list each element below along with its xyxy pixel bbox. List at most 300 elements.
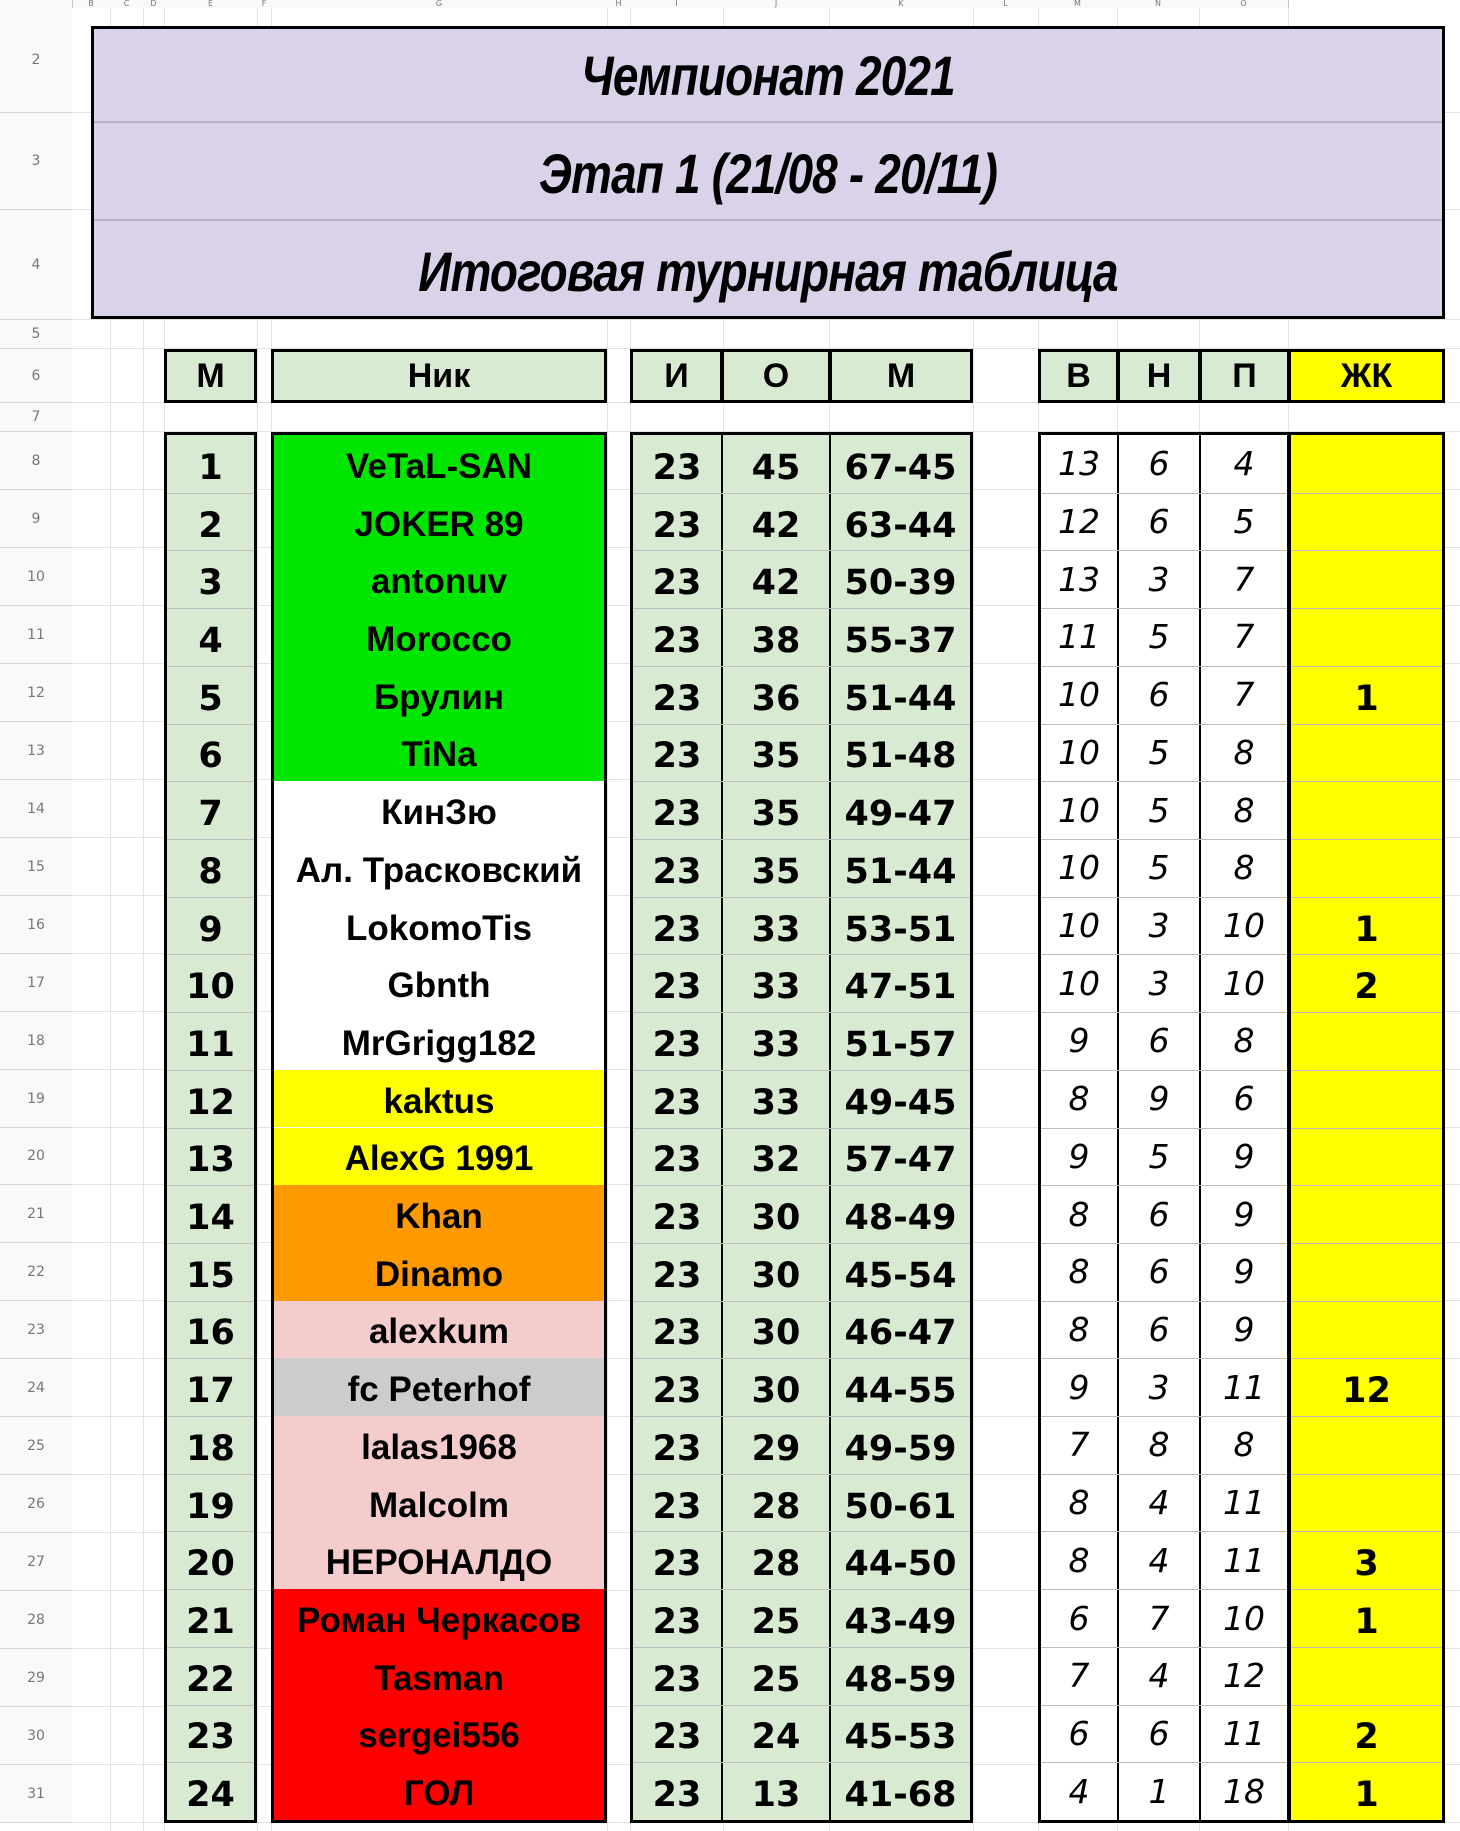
games-cell[interactable]: 23	[652, 1371, 702, 1412]
yellow-cards-cell[interactable]	[1291, 1301, 1442, 1359]
yellow-cards-cell[interactable]	[1291, 1474, 1442, 1532]
games-cell[interactable]: 23	[652, 1775, 702, 1816]
row-divider	[1291, 1070, 1442, 1071]
row-divider	[1291, 954, 1442, 955]
games-cell[interactable]: 23	[652, 1602, 702, 1642]
goals-cell[interactable]: 45-53	[844, 1717, 957, 1758]
losses-cell[interactable]: 8	[1233, 1425, 1255, 1465]
games-cell[interactable]: 23	[652, 1486, 702, 1527]
place-cell[interactable]: 3	[198, 563, 223, 604]
row-divider	[1041, 954, 1287, 955]
column-header[interactable]: B	[72, 0, 111, 8]
losses-cell[interactable]: 8	[1233, 1021, 1255, 1061]
header-goals[interactable]: М	[829, 349, 973, 403]
nick-cell[interactable]: antonuv	[274, 550, 604, 608]
row-divider	[1041, 1012, 1287, 1013]
place-cell[interactable]: 9	[198, 909, 223, 950]
goals-cell[interactable]: 51-44	[844, 851, 957, 892]
wins-cell[interactable]: 7	[1068, 1656, 1090, 1696]
wins-cell[interactable]: 10	[1058, 848, 1100, 888]
row-divider	[1041, 666, 1287, 667]
wins-cell[interactable]: 8	[1068, 1540, 1090, 1580]
header-yellow-cards[interactable]: ЖК	[1288, 349, 1445, 403]
games-cell[interactable]: 23	[652, 1255, 702, 1296]
yellow-cards-cell[interactable]	[1291, 1012, 1442, 1070]
wins-cell[interactable]: 9	[1068, 1021, 1090, 1061]
column-header[interactable]: L	[973, 0, 1039, 8]
place-cell[interactable]: 4	[198, 620, 223, 661]
points-cell[interactable]: 42	[751, 505, 801, 546]
games-cell[interactable]: 23	[652, 1659, 702, 1700]
nick-cell[interactable]: AlexG 1991	[274, 1128, 604, 1186]
row-divider	[1041, 550, 1287, 551]
nick-cell[interactable]: kaktus	[274, 1070, 604, 1128]
place-cell[interactable]: 11	[186, 1024, 235, 1065]
header-draws[interactable]: Н	[1117, 349, 1201, 403]
header-place[interactable]: М	[164, 349, 257, 403]
draws-cell[interactable]: 8	[1148, 1425, 1170, 1465]
games-cell[interactable]: 23	[652, 1140, 702, 1181]
header-nick[interactable]: Ник	[271, 349, 607, 403]
games-cell[interactable]: 23	[652, 967, 702, 1008]
losses-cell[interactable]: 10	[1223, 1598, 1265, 1638]
losses-cell[interactable]: 6	[1233, 1079, 1255, 1119]
place-cell[interactable]: 24	[186, 1775, 235, 1816]
yellow-cards-cell[interactable]	[1291, 1647, 1442, 1705]
nick-cell[interactable]: Malcolm	[274, 1474, 604, 1532]
yellow-cards-cell[interactable]: 1	[1354, 909, 1379, 950]
nick-cell[interactable]: НЕРОНАЛДО	[274, 1531, 604, 1589]
row-divider	[1291, 839, 1442, 840]
points-cell[interactable]: 35	[751, 736, 801, 777]
nick-cell[interactable]: Роман Черкасов	[274, 1589, 604, 1647]
place-cell[interactable]: 20	[186, 1544, 235, 1585]
row-header[interactable]: 4	[0, 210, 72, 320]
points-cell[interactable]: 28	[751, 1486, 801, 1527]
place-cell[interactable]: 14	[186, 1198, 235, 1239]
games-cell[interactable]: 23	[652, 1428, 702, 1469]
losses-cell[interactable]: 9	[1233, 1136, 1255, 1176]
row-header[interactable]: 15	[0, 838, 72, 896]
draws-cell[interactable]: 6	[1148, 502, 1170, 542]
row-divider	[167, 1705, 254, 1706]
row-header[interactable]: 13	[0, 722, 72, 780]
losses-cell[interactable]: 9	[1233, 1194, 1255, 1234]
draws-cell[interactable]: 4	[1148, 1483, 1170, 1523]
row-header[interactable]: 29	[0, 1649, 72, 1707]
draws-cell[interactable]: 5	[1148, 732, 1170, 772]
goals-cell[interactable]: 49-59	[844, 1428, 957, 1469]
wins-cell[interactable]: 13	[1058, 444, 1100, 484]
nick-cell[interactable]: Gbnth	[274, 954, 604, 1012]
nick-cell[interactable]: VeTaL-SAN	[274, 435, 604, 493]
row-divider	[633, 666, 970, 667]
games-cell[interactable]: 23	[652, 1313, 702, 1354]
place-cell[interactable]: 13	[186, 1140, 235, 1181]
row-divider	[1291, 608, 1442, 609]
place-cell[interactable]: 21	[186, 1602, 235, 1642]
draws-cell[interactable]: 4	[1148, 1656, 1170, 1696]
draws-cell[interactable]: 5	[1148, 617, 1170, 657]
column-header[interactable]: E	[164, 0, 258, 8]
points-cell[interactable]: 33	[751, 1082, 801, 1123]
games-cell[interactable]: 23	[652, 909, 702, 950]
place-cell[interactable]: 2	[198, 505, 223, 546]
place-cell[interactable]: 8	[198, 851, 223, 892]
losses-cell[interactable]: 10	[1223, 906, 1265, 945]
points-cell[interactable]: 45	[751, 447, 801, 488]
place-cell[interactable]: 23	[186, 1717, 235, 1758]
row-divider	[633, 1301, 970, 1302]
row-header[interactable]: 19	[0, 1070, 72, 1128]
row-header[interactable]: 24	[0, 1359, 72, 1417]
row-divider	[1041, 1185, 1287, 1186]
goals-cell[interactable]: 46-47	[844, 1313, 957, 1354]
goals-cell[interactable]: 50-61	[844, 1486, 957, 1527]
wins-cell[interactable]: 6	[1068, 1598, 1090, 1638]
draws-cell[interactable]: 5	[1148, 848, 1170, 888]
draws-cell[interactable]: 3	[1148, 906, 1170, 945]
losses-cell[interactable]: 9	[1233, 1252, 1255, 1292]
games-cell[interactable]: 23	[652, 851, 702, 892]
goals-cell[interactable]: 63-44	[844, 505, 957, 546]
title-block[interactable]	[91, 26, 1445, 319]
row-header[interactable]: 9	[0, 490, 72, 548]
points-cell[interactable]: 30	[751, 1255, 801, 1296]
yellow-cards-cell[interactable]	[1291, 781, 1442, 839]
row-divider	[167, 724, 254, 725]
place-cell[interactable]: 22	[186, 1659, 235, 1700]
row-header[interactable]: 16	[0, 896, 72, 954]
wins-cell[interactable]: 10	[1058, 732, 1100, 772]
points-cell[interactable]: 33	[751, 1024, 801, 1065]
yellow-cards-cell[interactable]	[1291, 724, 1442, 782]
column-header[interactable]: J	[723, 0, 830, 8]
wins-cell[interactable]: 6	[1068, 1713, 1090, 1753]
losses-cell[interactable]: 11	[1223, 1483, 1265, 1523]
place-cell[interactable]: 1	[198, 447, 223, 488]
yellow-cards-cell[interactable]: 12	[1342, 1371, 1391, 1412]
row-divider	[167, 550, 254, 551]
losses-cell[interactable]: 11	[1223, 1367, 1265, 1407]
yellow-cards-cell[interactable]	[1291, 839, 1442, 897]
games-cell[interactable]: 23	[652, 505, 702, 546]
yellow-cards-cell[interactable]: 2	[1354, 1717, 1379, 1758]
losses-cell[interactable]: 10	[1223, 963, 1265, 1003]
points-cell[interactable]: 33	[751, 967, 801, 1008]
games-cell[interactable]: 23	[652, 1082, 702, 1123]
losses-cell[interactable]: 18	[1223, 1771, 1265, 1811]
select-all-corner[interactable]	[0, 0, 73, 8]
row-header[interactable]: 22	[0, 1243, 72, 1301]
losses-cell[interactable]: 12	[1223, 1656, 1265, 1696]
row-header[interactable]: 31	[0, 1765, 72, 1823]
row-header[interactable]: 25	[0, 1417, 72, 1475]
row-divider	[1041, 724, 1287, 725]
place-cell[interactable]: 12	[186, 1082, 235, 1123]
goals-cell[interactable]: 45-54	[844, 1255, 957, 1296]
points-cell[interactable]: 24	[751, 1717, 801, 1758]
yellow-cards-cell[interactable]	[1291, 550, 1442, 608]
column-header[interactable]: F	[257, 0, 272, 8]
row-header[interactable]: 26	[0, 1475, 72, 1533]
goals-cell[interactable]: 49-45	[844, 1082, 957, 1123]
nick-cell[interactable]: JOKER 89	[274, 493, 604, 551]
wins-cell[interactable]: 8	[1068, 1483, 1090, 1523]
losses-cell[interactable]: 7	[1233, 559, 1255, 599]
yellow-cards-cell[interactable]: 1	[1354, 1602, 1379, 1642]
points-cell[interactable]: 38	[751, 620, 801, 661]
nick-cell[interactable]: КинЗю	[274, 781, 604, 839]
wins-cell[interactable]: 10	[1058, 963, 1100, 1003]
nick-cell[interactable]: TiNa	[274, 724, 604, 782]
row-header[interactable]: 21	[0, 1185, 72, 1243]
yellow-cards-cell[interactable]	[1291, 1185, 1442, 1243]
place-cell[interactable]: 18	[186, 1428, 235, 1469]
games-cell[interactable]: 23	[652, 447, 702, 488]
wins-cell[interactable]: 9	[1068, 1136, 1090, 1176]
yellow-cards-cell[interactable]	[1291, 1070, 1442, 1128]
header-games[interactable]: И	[630, 349, 723, 403]
points-cell[interactable]: 13	[751, 1775, 801, 1816]
goals-cell[interactable]: 49-47	[844, 794, 957, 835]
goals-cell[interactable]: 48-49	[844, 1198, 957, 1239]
games-cell[interactable]: 23	[652, 1544, 702, 1585]
goals-cell[interactable]: 44-55	[844, 1371, 957, 1412]
header-losses[interactable]: П	[1199, 349, 1290, 403]
row-header[interactable]: 20	[0, 1128, 72, 1185]
draws-cell[interactable]: 6	[1148, 1021, 1170, 1061]
header-points[interactable]: О	[721, 349, 831, 403]
place-cell[interactable]: 19	[186, 1486, 235, 1527]
goals-cell[interactable]: 44-50	[844, 1544, 957, 1585]
points-cell[interactable]: 30	[751, 1198, 801, 1239]
row-header[interactable]: 30	[0, 1707, 72, 1765]
games-cell[interactable]: 23	[652, 736, 702, 777]
row-header[interactable]: 2	[0, 8, 72, 113]
losses-cell[interactable]: 11	[1223, 1713, 1265, 1753]
row-header[interactable]: 28	[0, 1591, 72, 1649]
nick-cell[interactable]: Брулин	[274, 666, 604, 724]
wins-cell[interactable]: 13	[1058, 559, 1100, 599]
goals-cell[interactable]: 53-51	[844, 909, 957, 950]
row-header[interactable]: 14	[0, 780, 72, 838]
row-divider	[633, 1185, 970, 1186]
wins-cell[interactable]: 8	[1068, 1079, 1090, 1119]
nick-cell[interactable]: fc Peterhof	[274, 1358, 604, 1416]
games-cell[interactable]: 23	[652, 794, 702, 835]
draws-cell[interactable]: 9	[1148, 1079, 1170, 1119]
row-divider	[167, 897, 254, 898]
row-divider	[167, 493, 254, 494]
column-header[interactable]: M	[1038, 0, 1118, 8]
draws-cell[interactable]: 5	[1148, 1136, 1170, 1176]
points-cell[interactable]: 30	[751, 1371, 801, 1412]
draws-cell[interactable]: 5	[1148, 790, 1170, 830]
draws-cell[interactable]: 4	[1148, 1540, 1170, 1580]
goals-cell[interactable]: 50-39	[844, 563, 957, 604]
place-cell[interactable]: 16	[186, 1313, 235, 1354]
wins-cell[interactable]: 10	[1058, 906, 1100, 945]
games-cell[interactable]: 23	[652, 1717, 702, 1758]
nick-cell[interactable]: Morocco	[274, 608, 604, 666]
column-header[interactable]: H	[607, 0, 631, 8]
yellow-cards-cell[interactable]	[1291, 1128, 1442, 1186]
goals-cell[interactable]: 47-51	[844, 967, 957, 1008]
yellow-cards-cell[interactable]: 3	[1354, 1544, 1379, 1585]
losses-cell[interactable]: 8	[1233, 790, 1255, 830]
draws-cell[interactable]: 6	[1148, 675, 1170, 715]
row-divider	[1291, 666, 1442, 667]
points-cell[interactable]: 30	[751, 1313, 801, 1354]
nick-cell[interactable]: sergei556	[274, 1705, 604, 1763]
draws-cell[interactable]: 3	[1148, 1367, 1170, 1407]
place-cell[interactable]: 10	[186, 967, 235, 1008]
row-divider	[633, 954, 970, 955]
row-divider	[1291, 1647, 1442, 1648]
place-cell[interactable]: 7	[198, 794, 223, 835]
points-cell[interactable]: 33	[751, 909, 801, 950]
header-wins[interactable]: В	[1038, 349, 1119, 403]
games-cell[interactable]: 23	[652, 1198, 702, 1239]
draws-cell[interactable]: 1	[1148, 1771, 1170, 1811]
nick-cell[interactable]: Ал. Трасковский	[274, 839, 604, 897]
draws-cell[interactable]: 6	[1148, 1252, 1170, 1292]
row-header[interactable]: 10	[0, 548, 72, 606]
nick-cell[interactable]: Khan	[274, 1185, 604, 1243]
losses-cell[interactable]: 5	[1233, 502, 1255, 542]
yellow-cards-cell[interactable]	[1291, 493, 1442, 551]
column-header[interactable]: N	[1117, 0, 1200, 8]
points-cell[interactable]: 25	[751, 1602, 801, 1642]
draws-cell[interactable]: 7	[1148, 1598, 1170, 1638]
wins-cell[interactable]: 10	[1058, 790, 1100, 830]
row-header[interactable]: 12	[0, 664, 72, 722]
nick-cell[interactable]: LokomoTis	[274, 897, 604, 955]
row-divider	[1291, 1185, 1442, 1186]
wins-cell[interactable]: 7	[1068, 1425, 1090, 1465]
row-header[interactable]: 7	[0, 403, 72, 432]
row-divider	[1041, 781, 1287, 782]
row-divider	[1041, 1070, 1287, 1071]
games-cell[interactable]: 23	[652, 620, 702, 661]
games-cell[interactable]: 23	[652, 1024, 702, 1065]
column-header[interactable]: K	[829, 0, 974, 8]
goals-cell[interactable]: 43-49	[844, 1602, 957, 1642]
draws-cell[interactable]: 3	[1148, 963, 1170, 1003]
goals-cell[interactable]: 55-37	[844, 620, 957, 661]
points-cell[interactable]: 42	[751, 563, 801, 604]
place-cell[interactable]: 15	[186, 1255, 235, 1296]
yellow-cards-cell[interactable]: 1	[1354, 678, 1379, 719]
wins-cell[interactable]: 11	[1058, 617, 1100, 657]
points-cell[interactable]: 25	[751, 1659, 801, 1700]
points-cell[interactable]: 32	[751, 1140, 801, 1181]
losses-cell[interactable]: 4	[1233, 444, 1255, 484]
draws-cell[interactable]: 3	[1148, 559, 1170, 599]
place-cell[interactable]: 17	[186, 1371, 235, 1412]
yellow-cards-cell[interactable]: 1	[1354, 1775, 1379, 1816]
column-header[interactable]: I	[630, 0, 724, 8]
games-cell[interactable]: 23	[652, 678, 702, 719]
draws-cell[interactable]: 6	[1148, 1713, 1170, 1753]
losses-cell[interactable]: 9	[1233, 1309, 1255, 1349]
goals-cell[interactable]: 57-47	[844, 1140, 957, 1181]
row-divider	[633, 1762, 970, 1763]
wins-cell[interactable]: 8	[1068, 1309, 1090, 1349]
column-header[interactable]: G	[271, 0, 608, 8]
goals-cell[interactable]: 41-68	[844, 1775, 957, 1816]
draws-cell[interactable]: 6	[1148, 444, 1170, 484]
wins-cell[interactable]: 9	[1068, 1367, 1090, 1407]
points-cell[interactable]: 36	[751, 678, 801, 719]
goals-cell[interactable]: 51-57	[844, 1024, 957, 1065]
row-header[interactable]: 11	[0, 606, 72, 664]
row-header[interactable]: 8	[0, 432, 72, 490]
wins-cell[interactable]: 8	[1068, 1252, 1090, 1292]
row-header[interactable]: 6	[0, 349, 72, 403]
draws-cell[interactable]: 6	[1148, 1194, 1170, 1234]
place-cell[interactable]: 6	[198, 736, 223, 777]
nick-cell[interactable]: alexkum	[274, 1301, 604, 1359]
row-header[interactable]: 5	[0, 320, 72, 349]
nick-cell[interactable]: Tasman	[274, 1647, 604, 1705]
wins-cell[interactable]: 4	[1068, 1771, 1090, 1811]
draws-cell[interactable]: 6	[1148, 1309, 1170, 1349]
row-header[interactable]: 3	[0, 113, 72, 210]
row-divider	[167, 1070, 254, 1071]
points-cell[interactable]: 28	[751, 1544, 801, 1585]
yellow-cards-cell[interactable]	[1291, 435, 1442, 493]
wins-cell[interactable]: 10	[1058, 675, 1100, 715]
row-header[interactable]: 27	[0, 1533, 72, 1591]
yellow-cards-cell[interactable]	[1291, 608, 1442, 666]
nick-cell[interactable]: MrGrigg182	[274, 1012, 604, 1070]
row-header[interactable]: 18	[0, 1012, 72, 1070]
points-cell[interactable]: 35	[751, 851, 801, 892]
nick-cell[interactable]: Dinamo	[274, 1243, 604, 1301]
nick-cell[interactable]: lalas1968	[274, 1416, 604, 1474]
losses-cell[interactable]: 8	[1233, 732, 1255, 772]
row-header[interactable]: 23	[0, 1301, 72, 1359]
losses-cell[interactable]: 8	[1233, 848, 1255, 888]
goals-cell[interactable]: 67-45	[844, 447, 957, 488]
losses-cell[interactable]: 11	[1223, 1540, 1265, 1580]
row-header[interactable]: 17	[0, 954, 72, 1012]
losses-cell[interactable]: 7	[1233, 675, 1255, 715]
yellow-cards-cell[interactable]	[1291, 1243, 1442, 1301]
wins-cell[interactable]: 12	[1058, 502, 1100, 542]
yellow-cards-cell[interactable]	[1291, 1416, 1442, 1474]
yellow-cards-cell[interactable]: 2	[1354, 967, 1379, 1008]
column-header[interactable]: C	[110, 0, 144, 8]
row-divider	[167, 1531, 254, 1532]
place-cell[interactable]: 5	[198, 678, 223, 719]
losses-cell[interactable]: 7	[1233, 617, 1255, 657]
row-divider	[167, 1589, 254, 1590]
goals-cell[interactable]: 51-48	[844, 736, 957, 777]
column-header[interactable]: O	[1199, 0, 1289, 8]
goals-cell[interactable]: 51-44	[844, 678, 957, 719]
row-divider	[1291, 1012, 1442, 1013]
games-cell[interactable]: 23	[652, 563, 702, 604]
wins-cell[interactable]: 8	[1068, 1194, 1090, 1234]
goals-cell[interactable]: 48-59	[844, 1659, 957, 1700]
column-header[interactable]: D	[143, 0, 165, 8]
points-cell[interactable]: 29	[751, 1428, 801, 1469]
nick-cell[interactable]: ГОЛ	[274, 1762, 604, 1820]
points-cell[interactable]: 35	[751, 794, 801, 835]
